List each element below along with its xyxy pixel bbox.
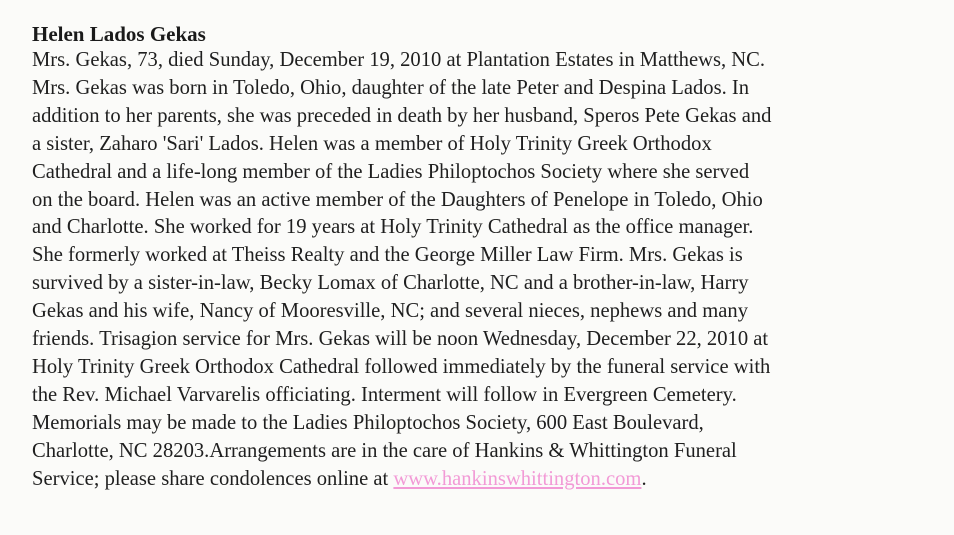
obituary-line: a sister, Zaharo 'Sari' Lados. Helen was a member of Holy Trinity Greek Orthodox	[32, 132, 712, 155]
obituary-line: addition to her parents, she was preceded in death by her husband, Speros Pete Gekas and	[32, 104, 772, 127]
obituary-line: Charlotte, NC 28203.Arrangements are in the care of Hankins & Whittington Funeral	[32, 439, 737, 462]
obituary-last-line-suffix: .	[641, 467, 647, 490]
obituary-line: Holy Trinity Greek Orthodox Cathedral followed immediately by the funeral service with	[32, 355, 771, 378]
obituary-line: on the board. Helen was an active member of the Daughters of Penelope in Toledo, Ohio	[32, 188, 763, 211]
obituary-line: the Rev. Michael Varvarelis officiating. Interment will follow in Evergreen Cemetery.	[32, 383, 737, 406]
obituary-line: Mrs. Gekas was born in Toledo, Ohio, daughter of the late Peter and Despina Lados. In	[32, 76, 750, 99]
obituary-body	[32, 47, 937, 494]
obituary-last-line	[32, 466, 937, 494]
obituary-line: Cathedral and a life-long member of the Ladies Philoptochos Society where she served	[32, 160, 750, 183]
obituary-line: Gekas and his wife, Nancy of Mooresville, NC; and several nieces, nephews and many	[32, 300, 748, 323]
obituary-line: She formerly worked at Theiss Realty and the George Miller Law Firm. Mrs. Gekas is	[32, 244, 743, 267]
obituary-line: and Charlotte. She worked for 19 years at Holy Trinity Cathedral as the office manager.	[32, 216, 754, 239]
obituary-line: friends. Trisagion service for Mrs. Gekas will be noon Wednesday, December 22, 2010 at	[32, 328, 769, 351]
obituary-line: Mrs. Gekas, 73, died Sunday, December 19, 2010 at Plantation Estates in Matthews, NC.	[32, 49, 766, 71]
obituary-last-line-prefix: Service; please share condolences online at	[32, 467, 394, 490]
obituary-title: Helen Lados Gekas	[32, 22, 206, 46]
obituary-line: survived by a sister-in-law, Becky Lomax of Charlotte, NC and a brother-in-law, Harry	[32, 272, 749, 295]
funeral-home-link[interactable]: www.hankinswhittington.com	[393, 467, 642, 490]
obituary-line: Memorials may be made to the Ladies Philoptochos Society, 600 East Boulevard,	[32, 411, 704, 434]
obituary-block	[32, 21, 937, 494]
